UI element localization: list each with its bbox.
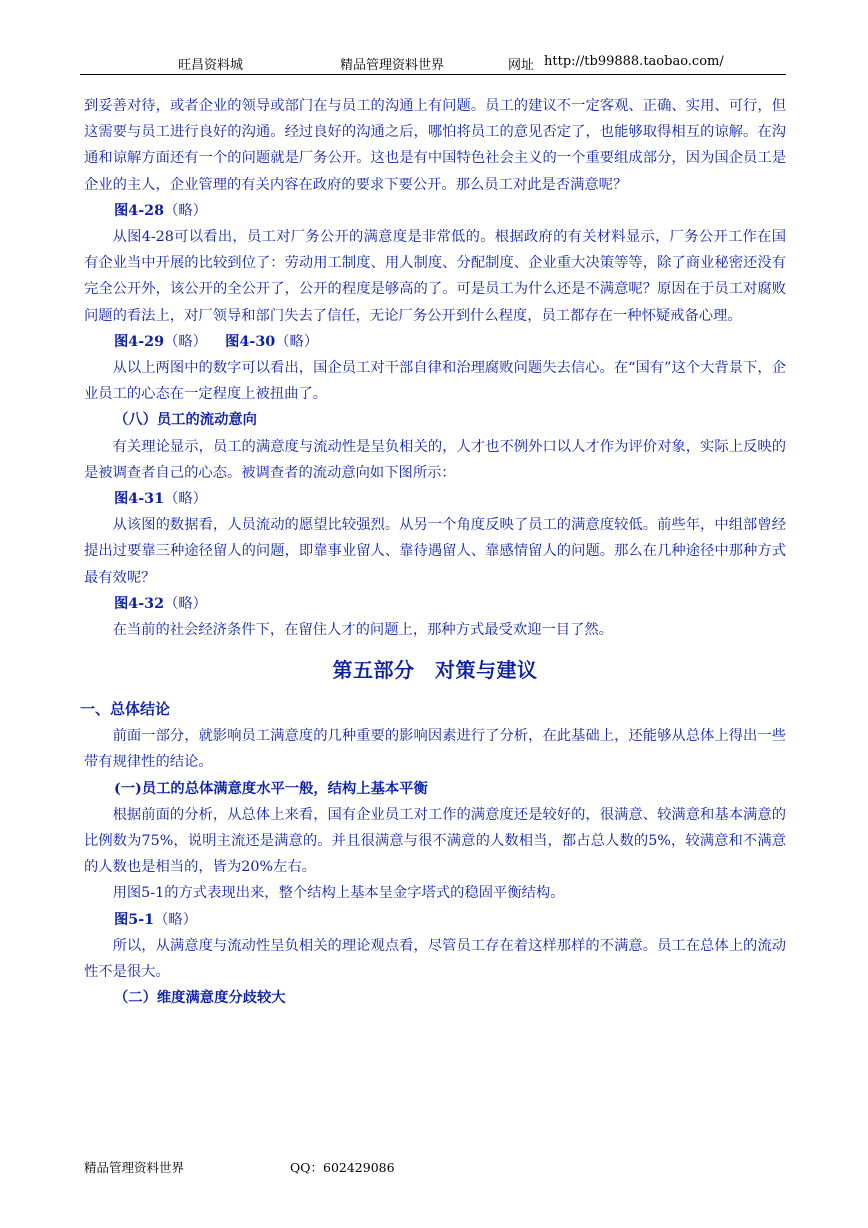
paragraph: 前面一部分，就影响员工满意度的几种重要的影响因素进行了分析，在此基础上，还能够从总体上得出一些带有规律性的结论。	[84, 728, 786, 771]
section-heading: 一、总体结论	[80, 700, 171, 719]
subsection-heading: (一)员工的总体满意度水平一般，结构上基本平衡	[114, 780, 428, 797]
paragraph: 从以上两图中的数字可以看出，国企员工对干部自律和治理腐败问题失去信心。在“国有”这个大背景下，企业员工的心态在一定程度上被扭曲了。	[84, 360, 786, 403]
figure-reference	[84, 591, 786, 617]
figure-reference	[84, 907, 786, 933]
figure-label: 图4-30	[225, 333, 276, 350]
figure-label: 图4-32	[114, 595, 165, 612]
header-url[interactable]: http://tb99888.taobao.com/	[544, 54, 724, 69]
paragraph: 用图5-1的方式表现出来，整个结构上基本呈金字塔式的稳固平衡结构。	[112, 885, 565, 902]
paragraph: 到妥善对待，或者企业的领导或部门在与员工的沟通上有问题。员工的建议不一定客观、正确、实用、可行，但这需要与员工进行良好的沟通。经过良好的沟通之后，哪怕将员工的意见否定了，也能够取得相互的谅解。在沟通和谅解方面还有一个的问题就是厂务公开。这也是有中国特色社会主义的一个重要组成部分，因为国企员工是企业的主人，企业管理的有关内容在政府的要求下要公开。那么员工对此是否满意呢？	[84, 98, 786, 193]
footer-site-name: 精品管理资料世界	[84, 1160, 185, 1175]
figure-note: （略）	[164, 491, 207, 508]
page-header	[80, 50, 786, 75]
figure-note: （略）	[164, 202, 207, 219]
subsection-heading: （二）维度满意度分歧较大	[114, 990, 286, 1007]
figure-reference	[84, 329, 786, 355]
header-shop-name: 旺昌资料城	[178, 58, 244, 73]
subsection-heading: （八）员工的流动意向	[114, 412, 257, 429]
document-body	[80, 93, 786, 1012]
paragraph: 所以，从满意度与流动性呈负相关的理论观点看，尽管员工存在着这样那样的不满意。员工在总体上的流动性不是很大。	[84, 937, 786, 981]
paragraph: 从图4-28可以看出，员工对厂务公开的满意度是非常低的。根据政府的有关材料显示，厂务公开工作在国有企业当中开展的比较到位了：劳动用工制度、用人制度、分配制度、企业重大决策等等，除了商业秘密还没有完全公开外，该公开的全公开了，公开的程度是够高的了。可是员工为什么还是不满意呢？原因在于员工对腐败问题的看法上，对厂领导和部门失去了信任，无论厂务公开到什么程度，员工都存在一种怀疑戒备心理。	[84, 229, 786, 324]
figure-note: （略）	[275, 333, 319, 350]
figure-label: 图4-29	[114, 333, 165, 350]
figure-reference	[84, 198, 786, 224]
figure-note: （略）	[164, 333, 207, 350]
paragraph: 根据前面的分析，从总体上来看，国有企业员工对工作的满意度还是较好的，很满意、较满意和基本满意的比例数为75%，说明主流还是满意的。并且很满意与很不满意的人数相当，都占总人数的5%，较满意和不满意的人数也是相当的，皆为20%左右。	[84, 806, 786, 876]
footer-qq: QQ：602429086	[290, 1160, 395, 1175]
figure-note: （略）	[164, 595, 207, 612]
header-url-label: 网址	[508, 58, 535, 73]
header-site-name: 精品管理资料世界	[340, 58, 445, 73]
figure-note: （略）	[154, 911, 198, 928]
page-footer	[84, 1158, 584, 1176]
figure-label: 图4-28	[114, 202, 165, 219]
figure-label: 图5-1	[114, 911, 155, 928]
paragraph: 在当前的社会经济条件下，在留住人才的问题上，那种方式最受欢迎一目了然。	[112, 622, 613, 639]
figure-reference	[84, 486, 786, 512]
figure-label: 图4-31	[114, 491, 165, 508]
paragraph: 从该图的数据看，人员流动的愿望比较强烈。从另一个角度反映了员工的满意度较低。前些年，中组部曾经提出过要靠三种途径留人的问题，即靠事业留人、靠待遇留人、靠感情留人的问题。那么在几种途径中那种方式最有效呢？	[84, 517, 786, 586]
paragraph: 有关理论显示，员工的满意度与流动性是呈负相关的，人才也不例外口以人才作为评价对象，实际上反映的是被调查者自己的心态。被调查者的流动意向如下图所示：	[84, 438, 786, 481]
part-title: 第五部分 对策与建议	[332, 658, 538, 683]
